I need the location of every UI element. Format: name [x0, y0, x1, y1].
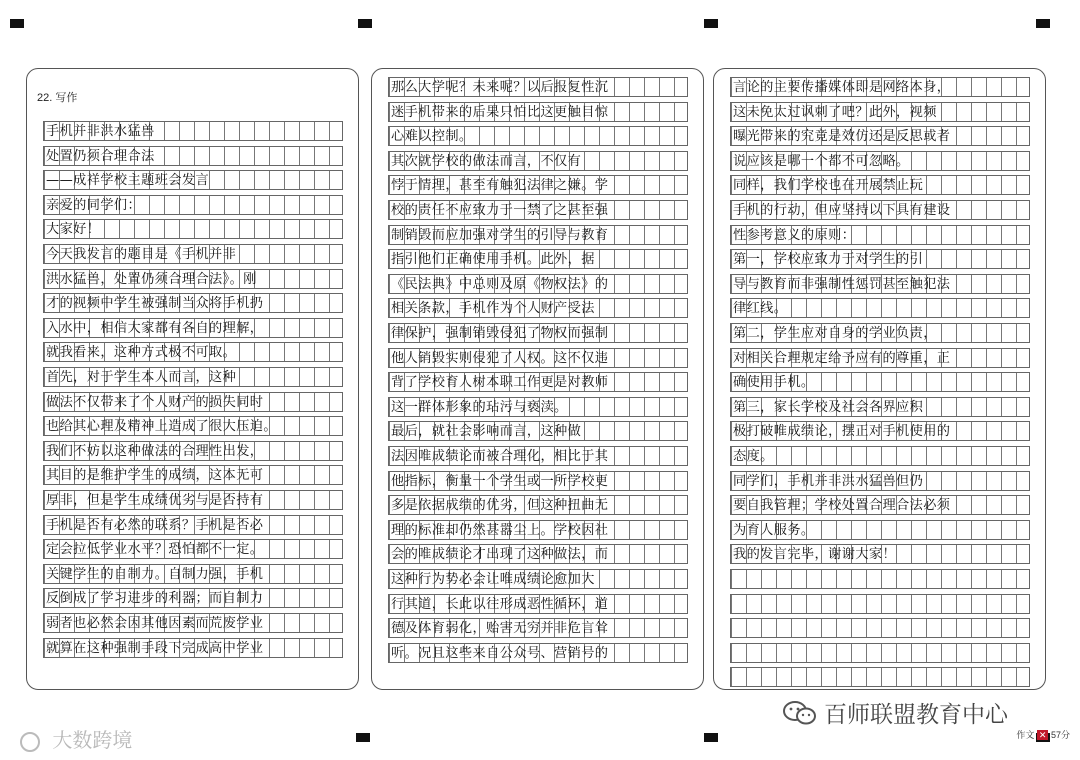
- essay-row-text: 第三，家长学校及社会各界应积: [733, 399, 924, 415]
- essay-row: [388, 77, 688, 97]
- watermark-text: 大数跨境: [52, 728, 133, 752]
- essay-row: [730, 594, 1030, 614]
- essay-row: [388, 643, 688, 663]
- essay-row-text: 理的标准却仍然甚嚣尘上。学校因社: [391, 522, 609, 538]
- registration-mark: [10, 19, 24, 28]
- essay-row: [388, 175, 688, 195]
- registration-mark: [356, 733, 370, 742]
- essay-row: [730, 77, 1030, 97]
- essay-row-text: 那么大学呢？未来呢？以后报复性沉: [391, 80, 609, 95]
- essay-row-text: 制销毁而应加强对学生的引导与教育: [391, 227, 609, 243]
- essay-row-text: 言论的主要传播媒体即是网络本身，: [733, 80, 951, 95]
- essay-row: [43, 588, 343, 608]
- essay-row-text: 手机是否有必然的联系？手机是否必: [46, 517, 264, 533]
- essay-row: [388, 471, 688, 491]
- essay-row: [388, 249, 688, 269]
- essay-row-text: 曝光带来的究竟是效仿还是反思或者: [733, 129, 951, 145]
- essay-row-text: 心难以控制。: [391, 129, 473, 145]
- essay-row: [388, 594, 688, 614]
- essay-row: [730, 274, 1030, 294]
- essay-row: [730, 102, 1030, 122]
- essay-row-text: 第二，学生应对自身的学业负责，: [733, 326, 937, 341]
- essay-row-text: 这种行为势必会让唯成绩论愈加大: [391, 572, 595, 587]
- essay-row: [730, 126, 1030, 146]
- essay-row-text: 首先，对于学生本人而言，这种: [46, 370, 237, 385]
- essay-row-text: 弱者也必然会因其他因素而荒废学业: [46, 616, 264, 631]
- essay-row-text: 悖于情理，甚至有触犯法律之嫌。学: [391, 178, 609, 194]
- essay-row: [43, 318, 343, 338]
- essay-row: [730, 618, 1030, 638]
- essay-row: [730, 249, 1030, 269]
- essay-row-text: 行其道，长此以往形成恶性循环，道: [391, 596, 609, 612]
- essay-row-text: 其目的是维护学生的成绩，这本无可: [46, 468, 264, 484]
- essay-row-text: 态度。: [733, 449, 774, 464]
- essay-row-text: ——成祥学校主题班会发言: [46, 173, 210, 189]
- essay-row-text: 关键学生的自制力。自制力强，手机: [46, 566, 264, 582]
- essay-row: [730, 643, 1030, 663]
- essay-row-text: 洪水猛兽，处置仍须合理合法》。刚: [46, 271, 257, 287]
- essay-row-text: 要自我管理；学校处置合理合法必须: [733, 498, 951, 514]
- essay-row-text: [733, 571, 1029, 589]
- essay-row: [388, 618, 688, 638]
- watermark-logo-icon: [20, 732, 40, 752]
- essay-row: [43, 367, 343, 387]
- essay-row: [43, 244, 343, 264]
- essay-row: [730, 421, 1030, 441]
- essay-row: [43, 269, 343, 289]
- brand-watermark: [782, 696, 1008, 729]
- essay-row: [43, 613, 343, 633]
- essay-row-text: 我的发言完毕，谢谢大家！: [733, 547, 897, 563]
- essay-row-text: [733, 596, 1029, 614]
- essay-row: [43, 392, 343, 412]
- registration-mark: [704, 19, 718, 28]
- essay-row-text: [733, 645, 1029, 663]
- essay-row-text: 做法不仅带来了个人财产的损失同时: [46, 394, 264, 410]
- essay-row-text: 这未免太过讽刺了吧？此外，视频: [733, 104, 937, 120]
- essay-row-text: 校的责任不应致力于一禁了之甚至强: [391, 203, 609, 218]
- essay-row: [43, 195, 343, 215]
- essay-row-text: 就我看来，这种方式极不可取。: [46, 345, 237, 361]
- watermark-left: [20, 724, 132, 753]
- registration-mark: [704, 733, 718, 742]
- essay-row: [730, 151, 1030, 171]
- essay-row-text: 大家好！: [46, 222, 101, 238]
- essay-row-text: 法因唯成绩论而被合理化，相比于其: [391, 449, 609, 464]
- essay-row-text: 处置仍须合理合法: [46, 148, 155, 164]
- answer-panel-middle: [371, 68, 704, 690]
- essay-row: [730, 569, 1030, 589]
- essay-row: [43, 465, 343, 485]
- essay-row-text: 听。况且这些来自公众号、营销号的: [391, 645, 609, 661]
- registration-mark: [358, 19, 372, 28]
- essay-row: [43, 515, 343, 535]
- essay-row: [388, 520, 688, 540]
- essay-row-text: 亲爱的同学们：: [46, 197, 142, 213]
- essay-row-text: 确使用手机。: [733, 375, 815, 391]
- essay-row-text: [733, 669, 1029, 687]
- essay-row: [388, 126, 688, 146]
- essay-row-text: 极打破唯成绩论，摆正对手机使用的: [733, 424, 951, 440]
- essay-row: [388, 421, 688, 441]
- essay-row-text: 就算在这种强制手段下完成高中学业: [46, 640, 264, 656]
- essay-row-text: 导与教育而非强制性惩罚甚至触犯法: [733, 276, 951, 292]
- essay-row-text: [733, 620, 1029, 638]
- essay-row-text: 第一，学校应致力于对学生的引: [733, 252, 924, 268]
- answer-panel-left: [26, 68, 359, 690]
- essay-row: [43, 490, 343, 510]
- essay-row: [730, 495, 1030, 515]
- essay-row: [730, 520, 1030, 540]
- essay-row: [730, 667, 1030, 687]
- essay-row: [43, 441, 343, 461]
- essay-row: [730, 200, 1030, 220]
- essay-row: [730, 372, 1030, 392]
- essay-row: [388, 274, 688, 294]
- essay-row: [43, 146, 343, 166]
- essay-row-text: 才的视频中学生被强制当众将手机扔: [46, 296, 264, 312]
- essay-row-text: 相关条款，手机作为个人财产受法: [391, 301, 595, 317]
- essay-row: [388, 151, 688, 171]
- score-value: 57分: [1050, 730, 1070, 740]
- brand-text: 百师联盟教育中心: [824, 702, 1008, 728]
- essay-row: [388, 298, 688, 318]
- essay-row-text: 也给其心理及精神上造成了很大压迫。: [46, 419, 277, 435]
- essay-row: [43, 342, 343, 362]
- essay-row-text: 律红线。: [733, 301, 788, 317]
- essay-row-text: 同学们，手机并非洪水猛兽但仍: [733, 473, 924, 489]
- essay-row-text: 同样，我们学校也在开展禁止玩: [733, 178, 924, 194]
- essay-row: [43, 564, 343, 584]
- essay-row-text: 对相关合理规定给予应有的尊重，正: [733, 350, 951, 366]
- essay-row-text: 为育人服务。: [733, 522, 815, 538]
- essay-row-text: 会的唯成绩论才出现了这种做法，而: [391, 547, 609, 563]
- essay-row: [43, 219, 343, 239]
- essay-row: [388, 569, 688, 589]
- essay-row: [388, 544, 688, 564]
- essay-row: [730, 348, 1030, 368]
- essay-row-text: 手机的行动，但应坚持以下具有建设: [733, 203, 951, 218]
- essay-row-text: 指引他们正确使用手机。此外，据: [391, 252, 595, 268]
- essay-row: [388, 397, 688, 417]
- essay-row-text: 他指标，衡量一个学生或一所学校更: [391, 473, 609, 489]
- essay-row: [730, 323, 1030, 343]
- essay-row: [388, 348, 688, 368]
- essay-row-text: 厚非，但是学生成绩优劣与是否持有: [46, 493, 264, 508]
- essay-row-text: 他人销毁实则侵犯了人权。这不仅违: [391, 350, 609, 366]
- essay-row-text: 性参考意义的原则：: [733, 227, 856, 243]
- essay-row: [730, 544, 1030, 564]
- essay-row-text: 最后，就社会影响而言，这种做: [391, 424, 582, 440]
- essay-row-text: 律保护，强制销毁侵犯了物权而强制: [391, 326, 609, 341]
- essay-row: [388, 102, 688, 122]
- essay-row-text: 手机并非洪水猛兽: [46, 124, 155, 139]
- essay-row: [730, 397, 1030, 417]
- essay-row: [388, 323, 688, 343]
- essay-row: [43, 121, 343, 141]
- essay-row-text: 迷手机带来的后果只怕比这更触目惊: [391, 104, 609, 120]
- essay-row-text: 背了学校育人树本职工作更是对教师: [391, 375, 609, 391]
- essay-row-text: 定会拉低学业水平？恐怕都不一定。: [46, 542, 264, 558]
- essay-row-text: 说应该是哪一个都不可忽略。: [733, 153, 910, 169]
- registration-mark: [1036, 19, 1050, 28]
- wechat-icon: [782, 700, 818, 726]
- essay-row: [730, 446, 1030, 466]
- essay-row-text: 这一群体形象的玷污与亵渎。: [391, 399, 568, 415]
- essay-row-text: 今天我发言的题目是《手机并非: [46, 247, 237, 262]
- essay-row: [388, 372, 688, 392]
- essay-row: [730, 225, 1030, 245]
- essay-row-text: 我们不妨以这种做法的合理性出发，: [46, 443, 264, 459]
- score-label: 作文: [1016, 730, 1035, 740]
- essay-row: [388, 495, 688, 515]
- essay-row: [43, 416, 343, 436]
- essay-row: [388, 225, 688, 245]
- essay-row-text: 入水中，相信大家都有各自的理解，: [46, 320, 264, 336]
- essay-row: [43, 539, 343, 559]
- essay-row: [388, 200, 688, 220]
- essay-row: [730, 471, 1030, 491]
- essay-row: [43, 293, 343, 313]
- essay-row-text: 多是依据成绩的优劣，但这种扭曲无: [391, 498, 609, 514]
- essay-row: [730, 298, 1030, 318]
- score-mark-icon: ✕: [1038, 730, 1047, 740]
- essay-row: [730, 175, 1030, 195]
- question-title: 22. 写作: [37, 92, 78, 104]
- essay-row: [43, 638, 343, 658]
- essay-row: [43, 170, 343, 190]
- essay-row: [388, 446, 688, 466]
- essay-row-text: 《民法典》中总则及原《物权法》的: [391, 276, 609, 292]
- essay-row-text: 其次就学校的做法而言，不仅有: [391, 153, 582, 169]
- essay-row-text: 德及体育弱化，贻害无穷并非危言耸: [391, 621, 609, 637]
- essay-row-text: 反倒成了学习进步的利器；而自制力: [46, 591, 264, 607]
- score-box: [1016, 728, 1070, 741]
- answer-panel-right: [713, 68, 1046, 690]
